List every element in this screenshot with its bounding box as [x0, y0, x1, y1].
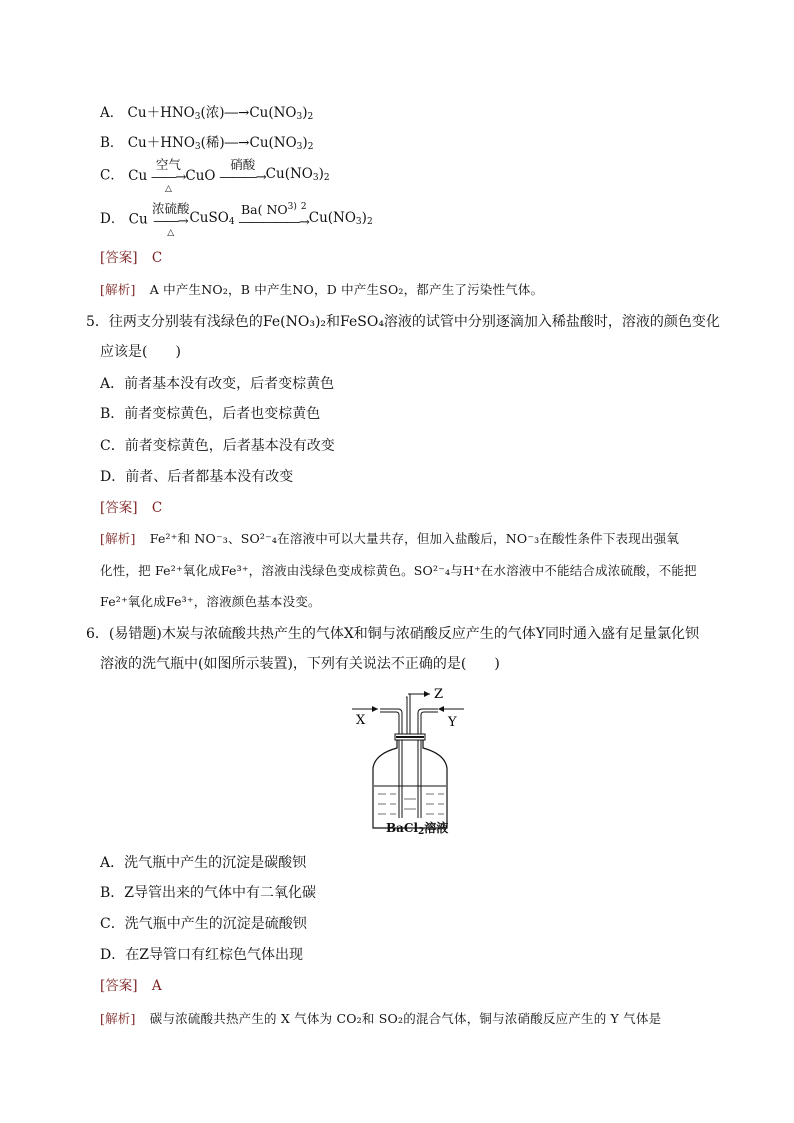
subscript: 3 — [296, 112, 303, 122]
q5-option-a: A．前者基本没有改变，后者变棕黄色 — [100, 376, 335, 392]
q4-answer — [100, 249, 162, 267]
explanation-text: 碳与浓硫酸共热产生的 X 气体为 CO₂和 SO₂的混合气体，铜与浓硝酸反应产生的 Y 气体是 — [149, 1011, 662, 1026]
explanation-tag: [解析] — [100, 282, 136, 297]
q4-option-d — [100, 200, 373, 239]
subscript: 2 — [418, 827, 425, 837]
q6-stem-line-1: 6．(易错题)木炭与浓硫酸共热产生的气体X和铜与浓硝酸反应产生的气体Y同时通入盛有足量氯化钡 — [86, 626, 700, 642]
arrow-condition-bottom — [239, 229, 309, 239]
q6-option-d: D．在Z导管口有红棕色气体出现 — [100, 947, 303, 963]
tube-y-inner — [421, 712, 438, 818]
formula-part: Cu＋HNO — [127, 105, 195, 121]
q6-stem-line-2: 溶液的洗气瓶中(如图所示装置)，下列有关说法不正确的是( ) — [100, 656, 500, 672]
option-letter: B． — [100, 135, 124, 151]
answer-value: A — [151, 978, 162, 994]
answer-tag: [答案] — [100, 978, 138, 994]
explanation-tag: [解析] — [100, 531, 136, 546]
arrow-icon: ―――――→ — [238, 215, 309, 230]
gas-washing-bottle-diagram — [340, 686, 490, 836]
subscript: 3 — [312, 173, 319, 183]
q5-explanation-line-2: 化性，把 Fe²⁺氧化成Fe³⁺，溶液由浅绿色变成棕黄色。SO²⁻₄与H⁺在水溶液中不能结合成浓硫酸，不能把 — [100, 563, 697, 578]
bottle — [373, 740, 447, 828]
arrow-icon: ――→ — [153, 213, 188, 229]
reaction-arrow-2 — [239, 200, 309, 239]
q5-answer — [100, 499, 162, 517]
formula-part: ) — [302, 135, 308, 151]
arrow-condition-top: 硝酸 — [230, 157, 256, 172]
arrow-z-head — [424, 691, 430, 697]
subscript: 3 — [296, 142, 303, 152]
caption-text: 溶液 — [424, 821, 449, 835]
reactant: Cu — [128, 168, 148, 184]
q6-option-a: A．洗气瓶中产生的沉淀是碳酸钡 — [100, 855, 307, 871]
subscript: 2 — [323, 173, 330, 183]
figure-caption — [386, 819, 448, 837]
reagent: Ba( NO — [240, 202, 288, 217]
subscript: 4 — [228, 216, 235, 227]
superscript: 2 — [300, 202, 307, 212]
q5-stem-line-2: 应该是( ) — [100, 344, 181, 360]
label-z: Z — [434, 687, 444, 702]
caption-formula: BaCl — [386, 821, 419, 835]
q5-option-b: B．前者变棕黄色，后者也变棕黄色 — [100, 406, 321, 422]
intermediate: CuSO — [189, 209, 229, 226]
explanation-tag: [解析] — [100, 1011, 136, 1026]
formula-part: Cu＋HNO — [127, 135, 195, 151]
subscript: 3 — [355, 216, 362, 227]
q4-option-b — [100, 134, 313, 156]
formula-part: ) — [302, 105, 308, 121]
subscript: 2 — [307, 142, 314, 152]
explanation-text: A 中产生NO₂，B 中产生NO，D 中产生SO₂，都产生了污染性气体。 — [149, 282, 544, 297]
q6-explanation — [100, 1010, 661, 1028]
arrow-condition-top: 空气 — [155, 157, 181, 172]
formula-part: (浓)―→Cu(NO — [200, 105, 297, 121]
q6-option-b: B．Z导管出来的气体中有二氧化碳 — [100, 885, 317, 901]
reaction-arrow-1 — [151, 158, 185, 194]
explanation-text: Fe²⁺和 NO⁻₃、SO²⁻₄在溶液中可以大量共存，但加入盐酸后，NO⁻₃在酸性条件下表现出强氧 — [149, 531, 680, 546]
q5-explanation-line-3: Fe²⁺氧化成Fe³⁺，溶液颜色基本没变。 — [100, 594, 321, 609]
arrow-condition-bottom: △ — [164, 184, 172, 194]
reactant: Cu — [128, 211, 148, 228]
option-letter: C． — [100, 167, 124, 184]
gas-washing-bottle-figure — [340, 686, 490, 836]
liquid-hatching — [378, 794, 444, 814]
option-letter: A． — [100, 105, 124, 121]
q4-option-a — [100, 104, 313, 126]
answer-value: C — [151, 500, 163, 516]
q6-option-c: C．洗气瓶中产生的沉淀是硫酸钡 — [100, 916, 307, 932]
tube-x-inner — [380, 712, 399, 818]
answer-tag: [答案] — [100, 250, 138, 266]
q4-explanation — [100, 281, 543, 299]
q5-option-c: C．前者变棕黄色，后者基本没有改变 — [100, 438, 335, 454]
q4-option-c — [100, 158, 330, 194]
intermediate: CuO — [185, 168, 216, 184]
label-x: X — [356, 713, 366, 728]
tube-z — [408, 694, 410, 734]
product: Cu(NO — [265, 166, 313, 182]
answer-value: C — [151, 250, 163, 266]
arrow-condition-bottom: △ — [167, 227, 175, 238]
option-letter: D． — [100, 211, 125, 227]
subscript: 3 — [194, 142, 201, 152]
arrow-y-head — [438, 706, 444, 712]
q5-explanation-line-1 — [100, 530, 679, 548]
product: ) — [318, 166, 324, 182]
answer-tag: [答案] — [100, 500, 138, 516]
product: Cu(NO — [308, 209, 356, 226]
product: ) — [361, 209, 367, 226]
reaction-arrow-1 — [152, 202, 190, 238]
q5-option-d: D．前者、后者都基本没有改变 — [100, 469, 294, 485]
q5-stem-line-1: 5．往两支分别装有浅绿色的Fe(NO₃)₂和FeSO₄溶液的试管中分别逐滴加入稀盐酸时，溶液的颜色变化 — [86, 314, 720, 330]
subscript: 2 — [366, 216, 373, 227]
q6-answer — [100, 977, 162, 995]
superscript: 3) — [287, 202, 297, 212]
formula-part: (稀)―→Cu(NO — [200, 135, 297, 151]
arrow-condition-top: 浓硫酸 — [151, 200, 190, 216]
tube-z-inner — [406, 697, 407, 734]
arrow-condition-bottom — [220, 184, 266, 194]
subscript: 2 — [307, 112, 314, 122]
arrow-icon: ――→ — [151, 170, 186, 185]
label-y: Y — [448, 715, 457, 730]
arrow-x-head — [372, 706, 378, 712]
reaction-arrow-2 — [220, 158, 266, 194]
arrow-icon: ―――→ — [219, 170, 266, 185]
subscript: 3 — [194, 112, 201, 122]
